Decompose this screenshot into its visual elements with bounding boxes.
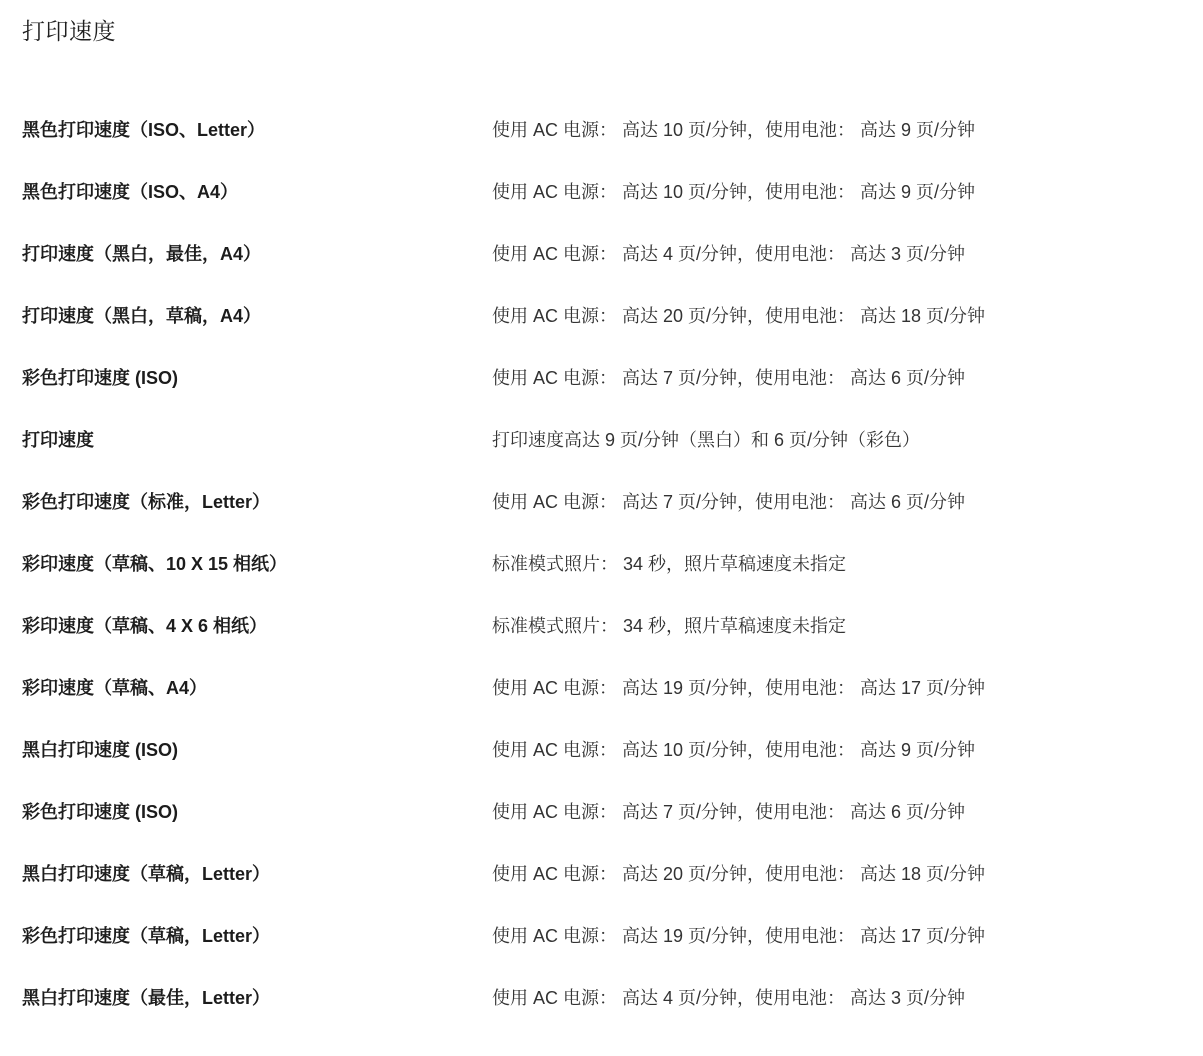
spec-row-label: 彩色打印速度（标准，Letter） — [22, 492, 271, 512]
spec-row-label: 黑白打印速度 (ISO) — [22, 740, 178, 760]
spec-row — [22, 429, 1173, 451]
spec-table — [22, 119, 1173, 1009]
spec-row-label: 打印速度 — [22, 430, 94, 450]
spec-row-label: 黑色打印速度（ISO、Letter） — [22, 120, 266, 140]
spec-row-value: 标准模式照片： 34 秒，照片草稿速度未指定 — [492, 554, 847, 574]
spec-row — [22, 491, 1173, 513]
spec-row — [22, 181, 1173, 203]
spec-row-label: 彩色打印速度 (ISO) — [22, 802, 178, 822]
spec-row — [22, 615, 1173, 637]
spec-row-value: 使用 AC 电源： 高达 20 页/分钟，使用电池： 高达 18 页/分钟 — [492, 306, 986, 326]
spec-row-value: 使用 AC 电源： 高达 7 页/分钟，使用电池： 高达 6 页/分钟 — [492, 492, 966, 512]
spec-row-value: 使用 AC 电源： 高达 4 页/分钟，使用电池： 高达 3 页/分钟 — [492, 244, 966, 264]
spec-row-label: 黑白打印速度（最佳，Letter） — [22, 988, 271, 1008]
spec-row-label: 彩印速度（草稿、4 X 6 相纸） — [22, 616, 268, 636]
spec-row — [22, 739, 1173, 761]
spec-row-label: 黑色打印速度（ISO、A4） — [22, 182, 239, 202]
spec-row-value: 打印速度高达 9 页/分钟（黑白）和 6 页/分钟（彩色） — [492, 430, 921, 450]
spec-row — [22, 801, 1173, 823]
spec-row-value: 使用 AC 电源： 高达 19 页/分钟，使用电池： 高达 17 页/分钟 — [492, 678, 986, 698]
spec-row-label: 打印速度（黑白，最佳，A4） — [22, 244, 262, 264]
spec-row-label: 打印速度（黑白，草稿，A4） — [22, 306, 262, 326]
spec-row-value: 标准模式照片： 34 秒，照片草稿速度未指定 — [492, 616, 847, 636]
spec-row — [22, 367, 1173, 389]
spec-row — [22, 677, 1173, 699]
page-title: 打印速度 — [22, 18, 116, 44]
spec-row-value: 使用 AC 电源： 高达 4 页/分钟，使用电池： 高达 3 页/分钟 — [492, 988, 966, 1008]
spec-row-value: 使用 AC 电源： 高达 10 页/分钟，使用电池： 高达 9 页/分钟 — [492, 120, 976, 140]
spec-row-value: 使用 AC 电源： 高达 10 页/分钟，使用电池： 高达 9 页/分钟 — [492, 182, 976, 202]
spec-row — [22, 925, 1173, 947]
spec-row — [22, 553, 1173, 575]
spec-row-label: 黑白打印速度（草稿，Letter） — [22, 864, 271, 884]
spec-row — [22, 987, 1173, 1009]
spec-row-label: 彩印速度（草稿、A4） — [22, 678, 208, 698]
spec-row-label: 彩色打印速度 (ISO) — [22, 368, 178, 388]
spec-row-value: 使用 AC 电源： 高达 10 页/分钟，使用电池： 高达 9 页/分钟 — [492, 740, 976, 760]
spec-row — [22, 863, 1173, 885]
spec-row-value: 使用 AC 电源： 高达 19 页/分钟，使用电池： 高达 17 页/分钟 — [492, 926, 986, 946]
spec-row-value: 使用 AC 电源： 高达 7 页/分钟，使用电池： 高达 6 页/分钟 — [492, 368, 966, 388]
spec-row-label: 彩印速度（草稿、10 X 15 相纸） — [22, 554, 288, 574]
spec-row-label: 彩色打印速度（草稿，Letter） — [22, 926, 271, 946]
spec-row-value: 使用 AC 电源： 高达 7 页/分钟，使用电池： 高达 6 页/分钟 — [492, 802, 966, 822]
spec-row-value: 使用 AC 电源： 高达 20 页/分钟，使用电池： 高达 18 页/分钟 — [492, 864, 986, 884]
spec-row — [22, 305, 1173, 327]
spec-row — [22, 243, 1173, 265]
spec-row — [22, 119, 1173, 141]
